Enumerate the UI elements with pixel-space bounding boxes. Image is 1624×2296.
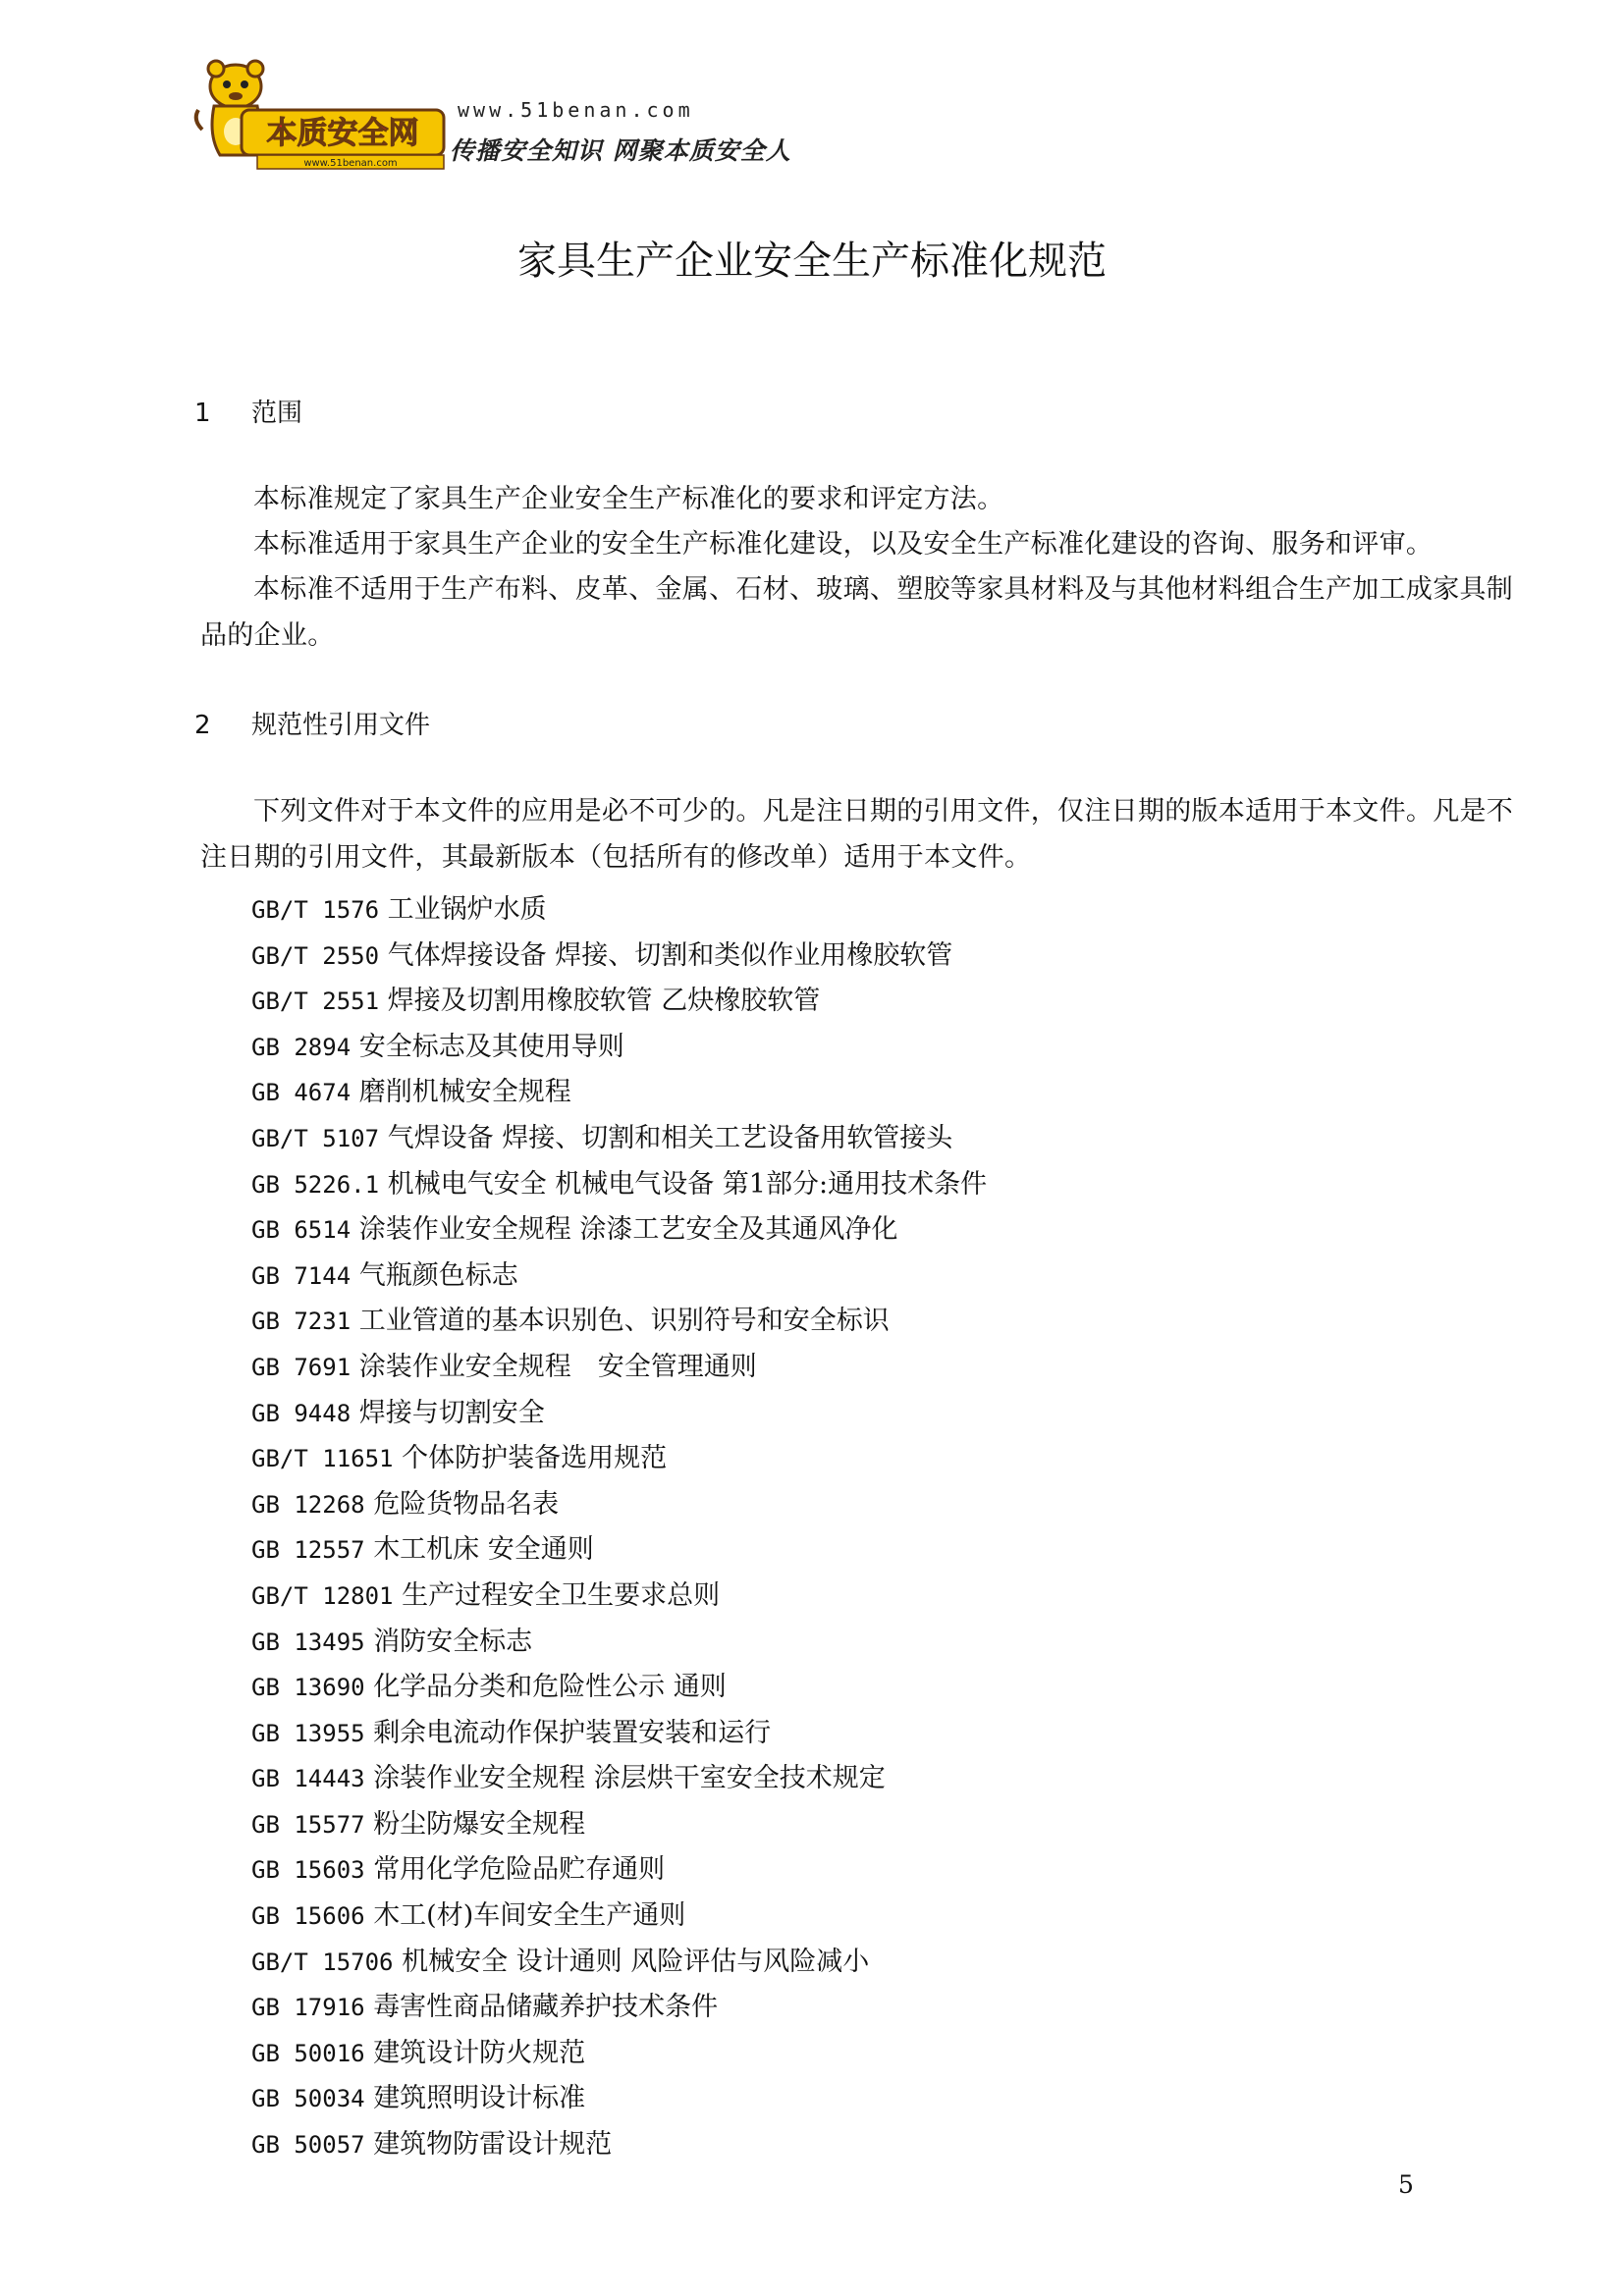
reference-code: GB/T 11651 — [251, 1445, 394, 1473]
reference-item — [251, 2076, 987, 2122]
section-2-heading — [194, 705, 430, 741]
reference-code: GB 15577 — [251, 1810, 365, 1839]
reference-code: GB/T 2550 — [251, 941, 380, 970]
reference-title: 焊接及切割用橡胶软管 乙炔橡胶软管 — [387, 986, 821, 1017]
paragraph: 本标准适用于家具生产企业的安全生产标准化建设，以及安全生产标准化建设的咨询、服务和评审。 — [253, 529, 1434, 560]
reference-title: 常用化学危险品贮存通则 — [373, 1854, 666, 1886]
paragraph: 本标准规定了家具生产企业安全生产标准化的要求和评定方法。 — [253, 484, 1004, 514]
reference-title: 机械安全 设计通则 风险评估与风险减小 — [402, 1946, 870, 1977]
reference-item — [251, 1985, 987, 2031]
reference-item — [251, 934, 987, 980]
reference-code: GB 2894 — [251, 1033, 352, 1061]
reference-code: GB/T 5107 — [251, 1124, 380, 1152]
reference-item — [251, 1940, 987, 1986]
reference-code: GB 7144 — [251, 1261, 352, 1290]
reference-code: GB 6514 — [251, 1216, 352, 1245]
reference-item — [251, 1620, 987, 1666]
reference-code: GB 13955 — [251, 1719, 365, 1747]
reference-item — [251, 1894, 987, 1940]
reference-title: 机械电气安全 机械电气设备 第1部分:通用技术条件 — [387, 1168, 988, 1200]
reference-code: GB 50057 — [251, 2131, 365, 2160]
reference-title: 涂装作业安全规程 涂漆工艺安全及其通风净化 — [358, 1214, 898, 1246]
reference-item — [251, 1254, 987, 1300]
logo-url: www.51benan.com — [303, 158, 398, 169]
reference-code: GB 4674 — [251, 1079, 352, 1107]
reference-code: GB/T 15706 — [251, 1948, 394, 1976]
reference-item — [251, 1756, 987, 1802]
reference-code: GB 12557 — [251, 1536, 365, 1565]
section-number: 1 — [194, 399, 211, 428]
reference-title: 气体焊接设备 焊接、切割和类似作业用橡胶软管 — [387, 939, 953, 971]
reference-item — [251, 1665, 987, 1711]
reference-code: GB 12268 — [251, 1490, 365, 1519]
reference-title: 涂装作业安全规程 涂层烘干室安全技术规定 — [373, 1763, 886, 1794]
reference-item — [251, 979, 987, 1025]
reference-code: GB 17916 — [251, 1994, 365, 2022]
reference-title: 磨削机械安全规程 — [358, 1077, 571, 1108]
reference-code: GB 5226.1 — [251, 1170, 380, 1199]
section-1-heading — [194, 393, 302, 429]
reference-code: GB/T 2551 — [251, 988, 380, 1016]
reference-list — [251, 887, 987, 2168]
reference-item — [251, 1207, 987, 1254]
reference-title: 消防安全标志 — [373, 1626, 533, 1657]
reference-title: 粉尘防爆安全规程 — [373, 1808, 586, 1840]
reference-title: 生产过程安全卫生要求总则 — [402, 1579, 721, 1611]
reference-item — [251, 1482, 987, 1528]
reference-title: 建筑照明设计标准 — [373, 2083, 586, 2114]
section-title: 规范性引用文件 — [251, 711, 431, 740]
reference-code: GB 15603 — [251, 1856, 365, 1885]
reference-title: 建筑设计防火规范 — [373, 2037, 586, 2068]
reference-item — [251, 1436, 987, 1482]
reference-code: GB 50016 — [251, 2039, 365, 2067]
reference-item — [251, 1847, 987, 1894]
site-logo — [192, 57, 448, 171]
reference-title: 工业锅炉水质 — [387, 894, 547, 925]
reference-item — [251, 1345, 987, 1391]
reference-code: GB 7691 — [251, 1353, 352, 1381]
section-title: 范围 — [251, 399, 303, 428]
reference-title: 化学品分类和危险性公示 通则 — [373, 1672, 727, 1703]
reference-title: 建筑物防雷设计规范 — [373, 2129, 613, 2161]
reference-title: 焊接与切割安全 — [358, 1397, 545, 1428]
reference-title: 个体防护装备选用规范 — [402, 1443, 668, 1474]
reference-code: GB 7231 — [251, 1308, 352, 1336]
reference-code: GB/T 12801 — [251, 1581, 394, 1610]
reference-item — [251, 1070, 987, 1116]
document-title: 家具生产企业安全生产标准化规范 — [517, 239, 1107, 284]
section-number: 2 — [194, 711, 211, 740]
reference-item — [251, 2031, 987, 2077]
reference-item — [251, 1162, 987, 1208]
reference-item — [251, 1527, 987, 1574]
reference-item — [251, 1116, 987, 1162]
reference-item — [251, 1802, 987, 1848]
reference-item — [251, 1574, 987, 1620]
reference-code: GB 9448 — [251, 1399, 352, 1427]
reference-code: GB 13495 — [251, 1628, 365, 1656]
header-slogan: 传播安全知识 网聚本质安全人 — [450, 136, 791, 165]
header-url[interactable]: www.51benan.com — [458, 98, 694, 122]
reference-title: 木工(材)车间安全生产通则 — [373, 1900, 686, 1932]
reference-code: GB/T 1576 — [251, 896, 380, 924]
logo-text: 本质安全网 — [266, 116, 419, 151]
reference-item — [251, 1391, 987, 1437]
paragraph: 本标准不适用于生产布料、皮革、金属、石材、玻璃、塑胶等家具材料及与其他材料组合生产加工成家具制品的企业。 — [200, 574, 1514, 651]
reference-title: 工业管道的基本识别色、识别符号和安全标识 — [358, 1306, 890, 1337]
reference-title: 气瓶颜色标志 — [358, 1259, 518, 1291]
reference-title: 危险货物品名表 — [373, 1488, 560, 1520]
reference-code: GB 14443 — [251, 1765, 365, 1793]
reference-code: GB 13690 — [251, 1674, 365, 1702]
reference-item — [251, 1025, 987, 1071]
reference-code: GB 50034 — [251, 2085, 365, 2113]
reference-title: 剩余电流动作保护装置安装和运行 — [373, 1717, 772, 1748]
section-2-intro: 下列文件对于本文件的应用是必不可少的。凡是注日期的引用文件，仅注日期的版本适用于本文件。凡是不注日期的引用文件，其最新版本（包括所有的修改单）适用于本文件。 — [200, 796, 1514, 873]
reference-item — [251, 2122, 987, 2168]
reference-title: 涂装作业安全规程 安全管理通则 — [358, 1351, 757, 1382]
reference-item — [251, 887, 987, 934]
reference-title: 毒害性商品储藏养护技术条件 — [373, 1992, 719, 2023]
page-number: 5 — [1398, 2170, 1414, 2199]
reference-title: 木工机床 安全通则 — [373, 1534, 594, 1566]
reference-code: GB 15606 — [251, 1902, 365, 1931]
reference-item — [251, 1711, 987, 1757]
reference-title: 气焊设备 焊接、切割和相关工艺设备用软管接头 — [387, 1122, 953, 1153]
reference-title: 安全标志及其使用导则 — [358, 1031, 624, 1062]
reference-item — [251, 1299, 987, 1345]
